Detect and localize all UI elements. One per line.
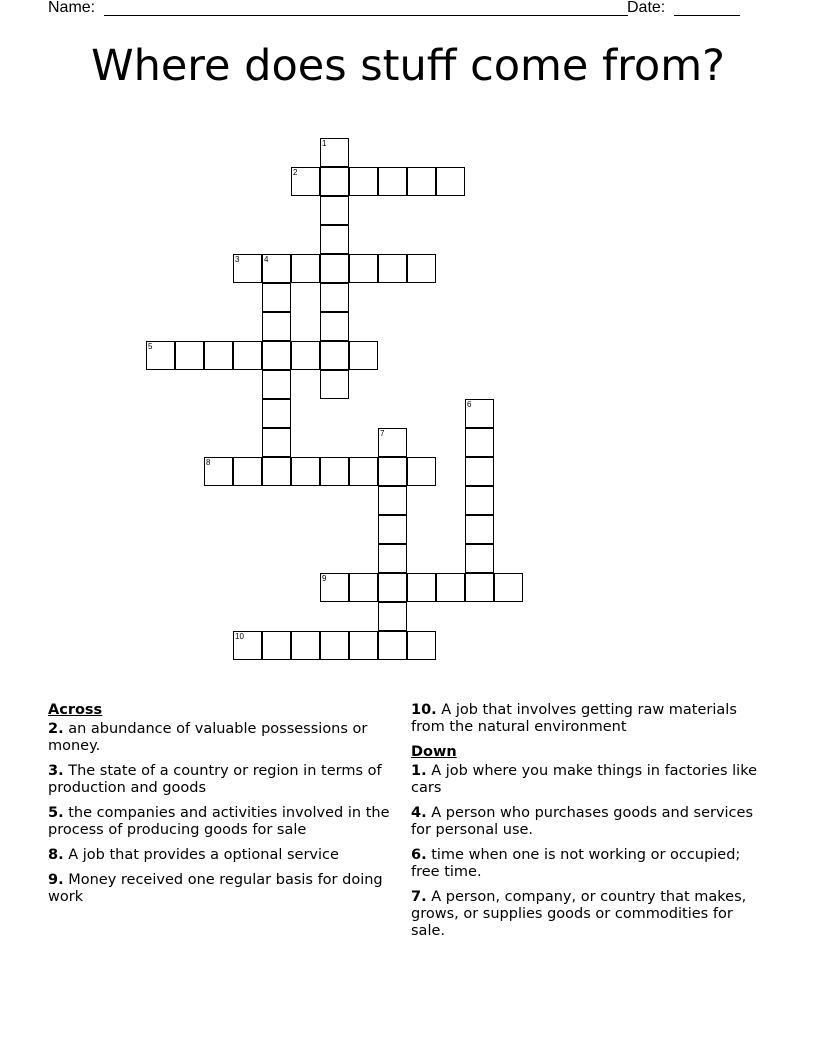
crossword-cell[interactable] xyxy=(378,631,407,660)
clue-text: A job that involves getting raw materials from the natural environment xyxy=(411,702,737,735)
crossword-cell[interactable] xyxy=(320,225,349,254)
clue-text: A person, company, or country that makes, grows, or supplies goods or commodities for sale. xyxy=(411,889,747,939)
across-heading: Across xyxy=(48,702,103,718)
crossword-cell[interactable] xyxy=(465,573,494,602)
crossword-cell[interactable] xyxy=(262,312,291,341)
crossword-cell[interactable] xyxy=(262,457,291,486)
crossword-cell[interactable] xyxy=(320,254,349,283)
cell-number: 9 xyxy=(322,574,327,583)
down-clue-7 xyxy=(411,889,761,940)
crossword-cell[interactable] xyxy=(320,167,349,196)
crossword-cell[interactable] xyxy=(465,399,494,428)
crossword-cell[interactable] xyxy=(378,515,407,544)
clue-number: 9. xyxy=(48,872,64,888)
crossword-cell[interactable] xyxy=(320,341,349,370)
crossword-cell[interactable] xyxy=(262,428,291,457)
clue-number: 6. xyxy=(411,847,427,863)
clue-text: A person who purchases goods and services for personal use. xyxy=(411,805,754,838)
cell-number: 2 xyxy=(293,168,298,177)
crossword-cell[interactable] xyxy=(291,167,320,196)
clue-text: A job where you make things in factories like cars xyxy=(411,763,758,796)
crossword-cell[interactable] xyxy=(262,341,291,370)
clue-number: 2. xyxy=(48,721,64,737)
crossword-cell[interactable] xyxy=(407,167,436,196)
crossword-cell[interactable] xyxy=(378,486,407,515)
crossword-cell[interactable] xyxy=(494,573,523,602)
crossword-cell[interactable] xyxy=(320,457,349,486)
across-clue-10 xyxy=(411,702,761,736)
crossword-cell[interactable] xyxy=(465,486,494,515)
cell-number: 4 xyxy=(264,255,269,264)
across-clues xyxy=(48,702,398,914)
crossword-cell[interactable] xyxy=(291,457,320,486)
crossword-cell[interactable] xyxy=(349,457,378,486)
crossword-cell[interactable] xyxy=(349,167,378,196)
crossword-cell[interactable] xyxy=(233,341,262,370)
crossword-cell[interactable] xyxy=(349,254,378,283)
crossword-cell[interactable] xyxy=(378,544,407,573)
clue-text: The state of a country or region in terms of production and goods xyxy=(48,763,382,796)
crossword-cell[interactable] xyxy=(465,428,494,457)
page-title: Where does stuff come from? xyxy=(91,41,725,91)
clue-number: 7. xyxy=(411,889,427,905)
clue-number: 4. xyxy=(411,805,427,821)
crossword-cell[interactable] xyxy=(262,283,291,312)
cell-number: 7 xyxy=(380,429,385,438)
crossword-cell[interactable] xyxy=(175,341,204,370)
clue-number: 1. xyxy=(411,763,427,779)
crossword-cell[interactable] xyxy=(407,254,436,283)
crossword-cell[interactable] xyxy=(262,254,291,283)
clue-text: Money received one regular basis for doing work xyxy=(48,872,383,905)
crossword-cell[interactable] xyxy=(407,573,436,602)
clue-number: 10. xyxy=(411,702,437,718)
across-clue-9 xyxy=(48,872,398,906)
crossword-cell[interactable] xyxy=(233,254,262,283)
across-clue-5 xyxy=(48,805,398,839)
crossword-cell[interactable] xyxy=(262,399,291,428)
crossword-cell[interactable] xyxy=(320,573,349,602)
clue-text: the companies and activities involved in the process of producing goods for sale xyxy=(48,805,390,838)
crossword-cell[interactable] xyxy=(146,341,175,370)
across-clue-8 xyxy=(48,847,398,864)
crossword-cell[interactable] xyxy=(233,631,262,660)
clue-number: 3. xyxy=(48,763,64,779)
down-heading: Down xyxy=(411,744,457,760)
crossword-cell[interactable] xyxy=(204,341,233,370)
crossword-cell[interactable] xyxy=(320,370,349,399)
cell-number: 10 xyxy=(235,632,244,641)
clue-text: an abundance of valuable possessions or money. xyxy=(48,721,368,754)
crossword-cell[interactable] xyxy=(465,457,494,486)
crossword-cell[interactable] xyxy=(378,457,407,486)
crossword-cell[interactable] xyxy=(378,254,407,283)
crossword-cell[interactable] xyxy=(320,283,349,312)
crossword-cell[interactable] xyxy=(465,515,494,544)
clue-text: time when one is not working or occupied; free time. xyxy=(411,847,741,880)
crossword-cell[interactable] xyxy=(349,631,378,660)
crossword-cell[interactable] xyxy=(320,138,349,167)
cell-number: 5 xyxy=(148,342,153,351)
date-label: Date: xyxy=(627,0,666,16)
crossword-cell[interactable] xyxy=(378,602,407,631)
crossword-cell[interactable] xyxy=(320,312,349,341)
cell-number: 8 xyxy=(206,458,211,467)
crossword-cell[interactable] xyxy=(436,167,465,196)
crossword-cell[interactable] xyxy=(291,341,320,370)
down-clue-4 xyxy=(411,805,761,839)
cell-number: 3 xyxy=(235,255,240,264)
crossword-cell[interactable] xyxy=(291,254,320,283)
crossword-cell[interactable] xyxy=(436,573,465,602)
clue-number: 5. xyxy=(48,805,64,821)
right-clues xyxy=(411,702,761,948)
crossword-cell[interactable] xyxy=(407,631,436,660)
crossword-cell[interactable] xyxy=(320,196,349,225)
down-clue-6 xyxy=(411,847,761,881)
crossword-cell[interactable] xyxy=(204,457,233,486)
crossword-cell[interactable] xyxy=(378,167,407,196)
crossword-cell[interactable] xyxy=(291,631,320,660)
crossword-cell[interactable] xyxy=(407,457,436,486)
crossword-cell[interactable] xyxy=(378,573,407,602)
crossword-cell[interactable] xyxy=(320,631,349,660)
crossword-cell[interactable] xyxy=(233,457,262,486)
name-label: Name: xyxy=(48,0,96,16)
clue-number: 8. xyxy=(48,847,64,863)
crossword-cell[interactable] xyxy=(378,428,407,457)
across-clue-3 xyxy=(48,763,398,797)
crossword-cell[interactable] xyxy=(465,544,494,573)
across-clue-2 xyxy=(48,721,398,755)
crossword-cell[interactable] xyxy=(262,631,291,660)
cell-number: 6 xyxy=(467,400,472,409)
cell-number: 1 xyxy=(322,139,327,148)
crossword-cell[interactable] xyxy=(349,573,378,602)
crossword-cell[interactable] xyxy=(262,370,291,399)
clue-text: A job that provides a optional service xyxy=(63,847,339,863)
down-clue-1 xyxy=(411,763,761,797)
crossword-cell[interactable] xyxy=(349,341,378,370)
